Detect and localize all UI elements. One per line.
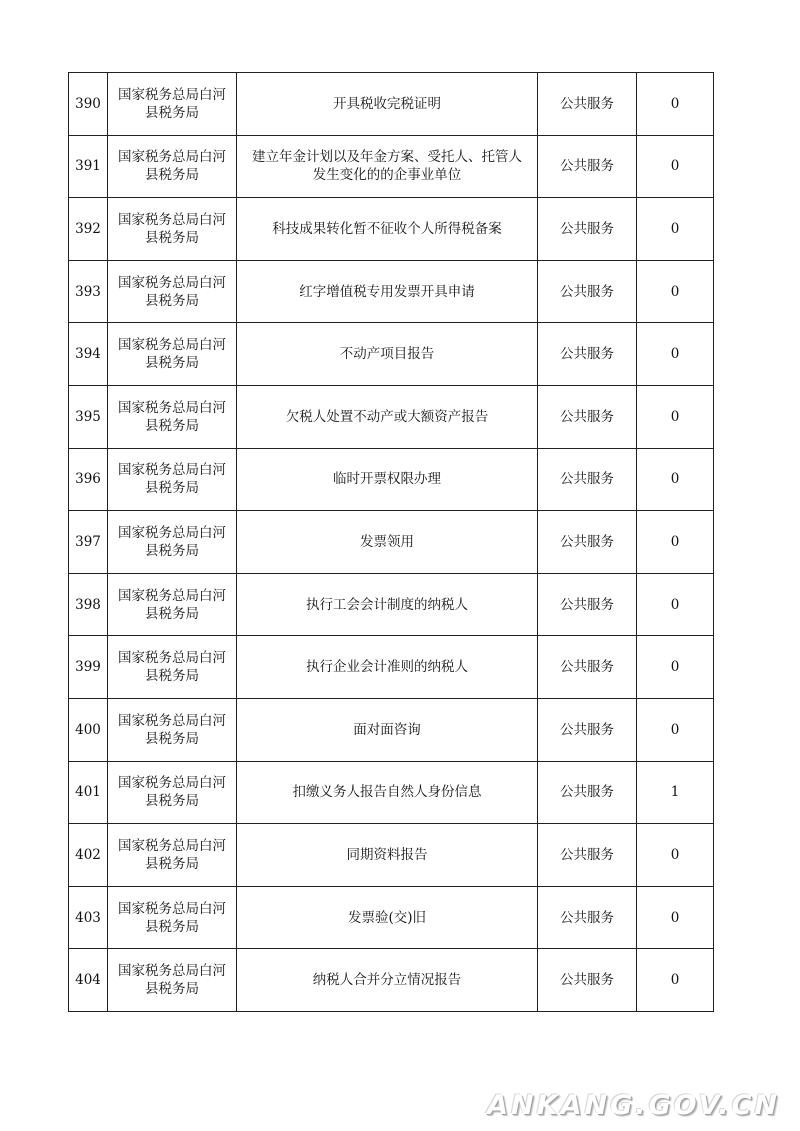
row-count: 0 (637, 573, 714, 636)
row-organization: 国家税务总局白河县税务局 (108, 573, 237, 636)
row-organization: 国家税务总局白河县税务局 (108, 886, 237, 949)
row-item-name: 科技成果转化暂不征收个人所得税备案 (237, 198, 538, 261)
row-organization: 国家税务总局白河县税务局 (108, 135, 237, 198)
row-service-type: 公共服务 (538, 135, 637, 198)
row-count: 1 (637, 761, 714, 824)
service-table-body (69, 73, 714, 1012)
row-count: 0 (637, 511, 714, 574)
row-service-type: 公共服务 (538, 73, 637, 136)
row-count: 0 (637, 949, 714, 1012)
row-count: 0 (637, 636, 714, 699)
row-item-name: 建立年金计划以及年金方案、受托人、托管人发生变化的的企事业单位 (237, 135, 538, 198)
row-service-type: 公共服务 (538, 886, 637, 949)
row-number: 394 (69, 323, 108, 386)
row-item-name: 临时开票权限办理 (237, 448, 538, 511)
row-number: 403 (69, 886, 108, 949)
row-service-type: 公共服务 (538, 385, 637, 448)
table-row (69, 198, 714, 261)
row-item-name: 纳税人合并分立情况报告 (237, 949, 538, 1012)
table-row (69, 573, 714, 636)
row-item-name: 发票验(交)旧 (237, 886, 538, 949)
row-organization: 国家税务总局白河县税务局 (108, 385, 237, 448)
row-organization: 国家税务总局白河县税务局 (108, 511, 237, 574)
row-service-type: 公共服务 (538, 698, 637, 761)
row-number: 402 (69, 824, 108, 887)
table-row (69, 824, 714, 887)
row-item-name: 面对面咨询 (237, 698, 538, 761)
row-item-name: 欠税人处置不动产或大额资产报告 (237, 385, 538, 448)
row-number: 401 (69, 761, 108, 824)
row-item-name: 红字增值税专用发票开具申请 (237, 260, 538, 323)
row-number: 391 (69, 135, 108, 198)
row-organization: 国家税务总局白河县税务局 (108, 448, 237, 511)
row-organization: 国家税务总局白河县税务局 (108, 636, 237, 699)
row-count: 0 (637, 73, 714, 136)
row-number: 390 (69, 73, 108, 136)
table-row (69, 448, 714, 511)
row-service-type: 公共服务 (538, 260, 637, 323)
table-row (69, 73, 714, 136)
row-count: 0 (637, 135, 714, 198)
row-count: 0 (637, 698, 714, 761)
row-service-type: 公共服务 (538, 949, 637, 1012)
table-row (69, 949, 714, 1012)
row-count: 0 (637, 198, 714, 261)
row-organization: 国家税务总局白河县税务局 (108, 698, 237, 761)
row-count: 0 (637, 385, 714, 448)
row-service-type: 公共服务 (538, 761, 637, 824)
row-number: 392 (69, 198, 108, 261)
table-row (69, 323, 714, 386)
row-service-type: 公共服务 (538, 448, 637, 511)
row-service-type: 公共服务 (538, 198, 637, 261)
row-number: 400 (69, 698, 108, 761)
row-service-type: 公共服务 (538, 511, 637, 574)
row-organization: 国家税务总局白河县税务局 (108, 949, 237, 1012)
table-row (69, 260, 714, 323)
table-row (69, 761, 714, 824)
row-item-name: 执行工会会计制度的纳税人 (237, 573, 538, 636)
row-count: 0 (637, 260, 714, 323)
row-number: 398 (69, 573, 108, 636)
row-organization: 国家税务总局白河县税务局 (108, 260, 237, 323)
row-item-name: 开具税收完税证明 (237, 73, 538, 136)
table-row (69, 636, 714, 699)
row-service-type: 公共服务 (538, 636, 637, 699)
row-organization: 国家税务总局白河县税务局 (108, 824, 237, 887)
row-number: 404 (69, 949, 108, 1012)
table-row (69, 698, 714, 761)
table-row (69, 511, 714, 574)
row-item-name: 扣缴义务人报告自然人身份信息 (237, 761, 538, 824)
row-organization: 国家税务总局白河县税务局 (108, 73, 237, 136)
row-count: 0 (637, 824, 714, 887)
table-row (69, 135, 714, 198)
row-organization: 国家税务总局白河县税务局 (108, 761, 237, 824)
service-table (68, 72, 714, 1012)
row-item-name: 不动产项目报告 (237, 323, 538, 386)
row-organization: 国家税务总局白河县税务局 (108, 323, 237, 386)
row-number: 396 (69, 448, 108, 511)
row-organization: 国家税务总局白河县税务局 (108, 198, 237, 261)
row-count: 0 (637, 448, 714, 511)
row-service-type: 公共服务 (538, 824, 637, 887)
row-count: 0 (637, 323, 714, 386)
row-count: 0 (637, 886, 714, 949)
row-item-name: 发票领用 (237, 511, 538, 574)
row-number: 399 (69, 636, 108, 699)
row-item-name: 执行企业会计准则的纳税人 (237, 636, 538, 699)
table-row (69, 886, 714, 949)
row-service-type: 公共服务 (538, 323, 637, 386)
row-service-type: 公共服务 (538, 573, 637, 636)
row-number: 395 (69, 385, 108, 448)
row-number: 393 (69, 260, 108, 323)
table-row (69, 385, 714, 448)
row-number: 397 (69, 511, 108, 574)
site-watermark: ANKANG.GOV.CN (487, 1090, 780, 1121)
row-item-name: 同期资料报告 (237, 824, 538, 887)
